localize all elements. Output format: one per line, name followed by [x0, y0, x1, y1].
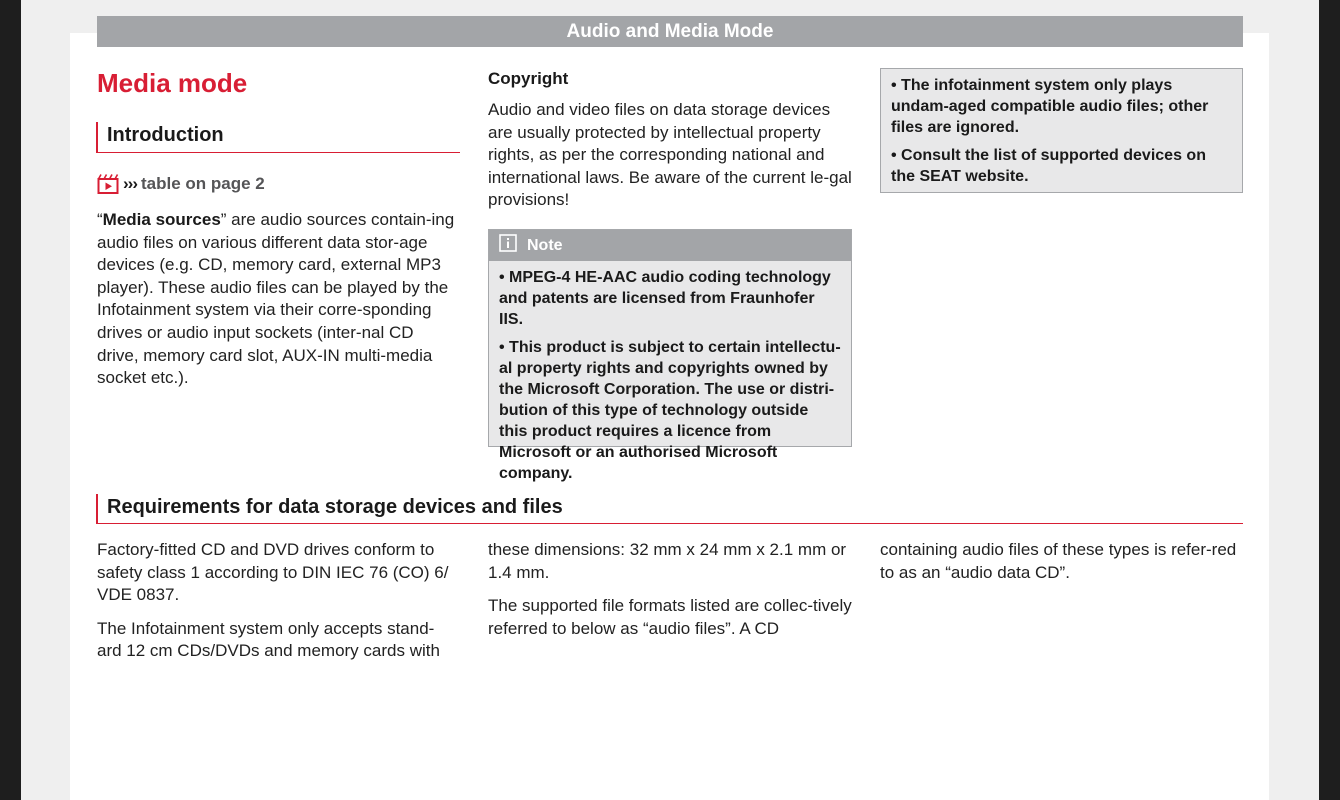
- note-label: Note: [527, 236, 563, 254]
- right-window-edge: [1319, 0, 1340, 800]
- info-box-item: • The infotainment system only plays undam-aged compatible audio files; other files are ignored.: [891, 75, 1232, 138]
- requirements-column-2: [488, 539, 853, 640]
- media-sources-term: Media sources: [102, 210, 221, 229]
- requirements-heading: Requirements for data storage devices and files: [96, 494, 1243, 524]
- media-sources-paragraph: [97, 209, 457, 390]
- open-quote: “: [97, 210, 103, 229]
- cross-reference-arrows: ›››: [123, 174, 137, 193]
- table-reference-text: table on page 2: [140, 174, 265, 193]
- introduction-heading: Introduction: [96, 122, 460, 153]
- requirements-paragraph: The supported file formats listed are collec-tively referred to below as “audio files”. A CD: [488, 596, 852, 638]
- info-box-list: [891, 75, 1232, 187]
- copyright-paragraph: Audio and video files on data storage devices are usually protected by intellectual property rights, as per the corresponding national and international laws. Be aware of the current le-gal provisions!: [488, 100, 852, 210]
- close-quote: ”: [220, 210, 227, 229]
- requirements-info-box: [880, 68, 1243, 193]
- note-item: • MPEG-4 HE-AAC audio coding technology and patents are licensed from Fraunhofer IIS.: [499, 267, 841, 330]
- note-list: [489, 261, 851, 484]
- requirements-paragraph: containing audio files of these types is refer-red to as an “audio data CD”.: [880, 540, 1237, 582]
- media-sources-text: are audio sources contain-ing audio files on various different data stor-age devices (e.g. CD, memory card, external MP3 player). These audio files can be played by the Infotainment system via their corre-sponding drives or audio input sockets (inter-nal CD drive, memory card slot, AUX-IN multi-media socket etc.).: [97, 210, 455, 388]
- media-player-icon: [97, 173, 123, 195]
- table-reference-link[interactable]: [97, 173, 265, 195]
- requirements-paragraph: these dimensions: 32 mm x 24 mm x 2.1 mm or 1.4 mm.: [488, 540, 847, 582]
- note-item: • This product is subject to certain intellectu-al property rights and copyrights owned by the Microsoft Corporation. The use or distri-bution of this type of technology outside this product requires a licence from Microsoft or an authorised Microsoft company.: [499, 337, 841, 484]
- note-header: [489, 230, 851, 261]
- requirements-paragraph: Factory-fitted CD and DVD drives conform to safety class 1 according to DIN IEC 76 (CO) 6/ VDE 0837.: [97, 540, 449, 605]
- section-header-bar: Audio and Media Mode: [97, 16, 1243, 47]
- page-title: Media mode: [97, 68, 248, 98]
- copyright-heading: Copyright: [488, 69, 569, 88]
- info-icon: [499, 234, 527, 257]
- requirements-column-1: [97, 539, 457, 663]
- requirements-paragraph: The Infotainment system only accepts stand-ard 12 cm CDs/DVDs and memory cards with: [97, 618, 440, 661]
- info-box-item: • Consult the list of supported devices on the SEAT website.: [891, 145, 1232, 187]
- left-window-edge: [0, 0, 21, 800]
- requirements-column-3: [880, 539, 1245, 584]
- note-box: [488, 229, 852, 482]
